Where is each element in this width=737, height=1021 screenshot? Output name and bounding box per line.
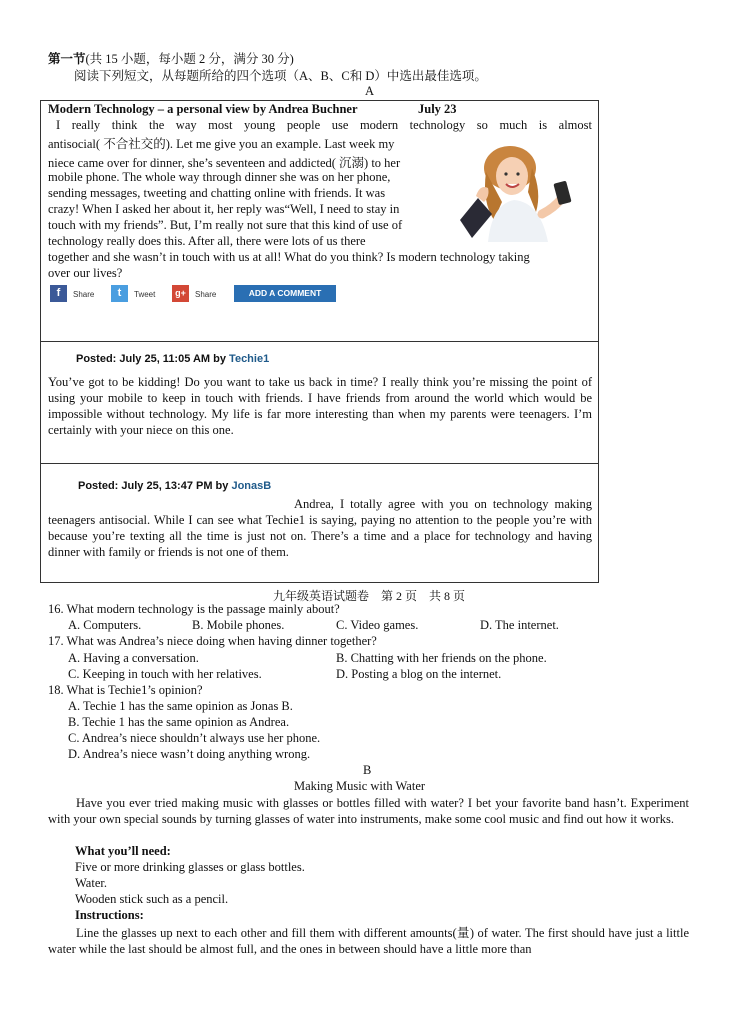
comment-author[interactable]: Techie1 bbox=[229, 353, 270, 365]
section-heading-rest: (共 15 小题，每小题 2 分，满分 30 分) bbox=[85, 52, 294, 66]
option: C. Andrea’s niece shouldn’t always use her phone. bbox=[68, 731, 321, 745]
blog-line: niece came over for dinner, she’s seventeen and addicted( 沉溺) to her bbox=[48, 156, 401, 170]
blog-line: touch with my friends”. But, I’m really not sure that this kind of use of bbox=[48, 218, 403, 232]
option: B. Techie 1 has the same opinion as Andrea. bbox=[68, 715, 290, 729]
option: D. The internet. bbox=[480, 618, 559, 632]
comment-author[interactable]: JonasB bbox=[231, 480, 272, 492]
blog-title: Modern Technology – a personal view by Andrea Buchner bbox=[48, 102, 358, 116]
question-text: 16. What modern technology is the passage mainly about? bbox=[48, 602, 340, 616]
page-footer: 九年级英语试题卷 第 2 页 共 8 页 bbox=[273, 589, 466, 603]
divider bbox=[41, 463, 598, 464]
add-comment-button[interactable]: ADD A COMMENT bbox=[234, 285, 336, 302]
option: D. Andrea’s niece wasn’t doing anything wrong. bbox=[68, 747, 311, 761]
blog-line: I really think the way most young people use modern technology so much is almost bbox=[56, 118, 592, 132]
option: B. Mobile phones. bbox=[192, 618, 285, 632]
google-share-label[interactable]: Share bbox=[195, 290, 217, 299]
blog-line: mobile phone. The whole way through dinner she was on her phone, bbox=[48, 170, 391, 184]
passage-b-label: B bbox=[363, 763, 372, 777]
tweet-label[interactable]: Tweet bbox=[134, 290, 156, 299]
question-text: 18. What is Techie1’s opinion? bbox=[48, 683, 203, 697]
comment-posted-meta: Posted: July 25, 13:47 PM by bbox=[78, 480, 232, 492]
section-heading bbox=[48, 49, 294, 67]
option: D. Posting a blog on the internet. bbox=[336, 667, 502, 681]
need-item: Wooden stick such as a pencil. bbox=[75, 892, 229, 906]
blog-line: over our lives? bbox=[48, 266, 123, 280]
instructions-heading: Instructions: bbox=[75, 908, 144, 922]
option: A. Techie 1 has the same opinion as Jonas B. bbox=[68, 699, 293, 713]
google-plus-icon[interactable]: g+ bbox=[172, 285, 189, 302]
need-item: Water. bbox=[75, 876, 107, 890]
section-instruction: 阅读下列短文，从每题所给的四个选项（A、B、C和 D）中选出最佳选项。 bbox=[74, 69, 487, 83]
comment-posted bbox=[76, 353, 269, 365]
comment-text: Andrea, I totally agree with you on technology making teenagers antisocial. While I can see what Techie1 is saying, paying no attention to the people you’re with because you’re texting all the time is just not on. There’s a time and a place for technology and having dinner with family or friends is not one of them. bbox=[48, 497, 592, 559]
passage-a-label: A bbox=[365, 84, 375, 98]
option: A. Computers. bbox=[68, 618, 142, 632]
passage-b-intro: Have you ever tried making music with glasses or bottles filled with water? I bet your favorite band hasn’t. Experiment with your own special sounds by turning glasses of water into instruments, make some cool music and find out how it works. bbox=[48, 796, 689, 826]
comment-posted bbox=[78, 480, 271, 492]
blog-line: sending messages, tweeting and chatting online with friends. It was bbox=[48, 186, 386, 200]
option: C. Keeping in touch with her relatives. bbox=[68, 667, 262, 681]
blog-line: crazy! When I asked her about it, her reply was“Well, I need to stay in bbox=[48, 202, 400, 216]
blog-line: technology really does this. After all, there were lots of us there bbox=[48, 234, 366, 248]
blog-date: July 23 bbox=[418, 102, 457, 116]
option: C. Video games. bbox=[336, 618, 419, 632]
comment-text: You’ve got to be kidding! Do you want to take us back in time? I really think you’re missing the point of using your mobile to keep in touch with friends. I have friends from around the world which would be impossible without technology. My life is far more interesting than when my parents were teenagers. I’m certainly with your niece on this one. bbox=[48, 375, 592, 437]
option: A. Having a conversation. bbox=[68, 651, 199, 665]
facebook-icon[interactable]: f bbox=[50, 285, 67, 302]
need-heading: What you’ll need: bbox=[75, 844, 171, 858]
option: B. Chatting with her friends on the phone. bbox=[336, 651, 547, 665]
divider bbox=[41, 341, 598, 342]
blog-line: together and she wasn’t in touch with us at all! What do you think? Is modern technology taking bbox=[48, 250, 530, 264]
facebook-share-label[interactable]: Share bbox=[73, 290, 95, 299]
question-text: 17. What was Andrea’s niece doing when having dinner together? bbox=[48, 634, 377, 648]
comment-posted-meta: Posted: July 25, 11:05 AM by bbox=[76, 353, 230, 365]
twitter-icon[interactable]: t bbox=[111, 285, 128, 302]
girl-with-phone-image bbox=[458, 142, 583, 242]
section-heading-label: 第一节 bbox=[48, 52, 86, 66]
instructions-text: Line the glasses up next to each other and fill them with different amounts(量) of water. The first should have just a little water while the last should be almost full, and the ones in between should have a little more than bbox=[48, 926, 689, 956]
need-item: Five or more drinking glasses or glass bottles. bbox=[75, 860, 305, 874]
blog-line: antisocial( 不合社交的). Let me give you an example. Last week my bbox=[48, 137, 395, 151]
passage-b-title: Making Music with Water bbox=[294, 779, 426, 793]
